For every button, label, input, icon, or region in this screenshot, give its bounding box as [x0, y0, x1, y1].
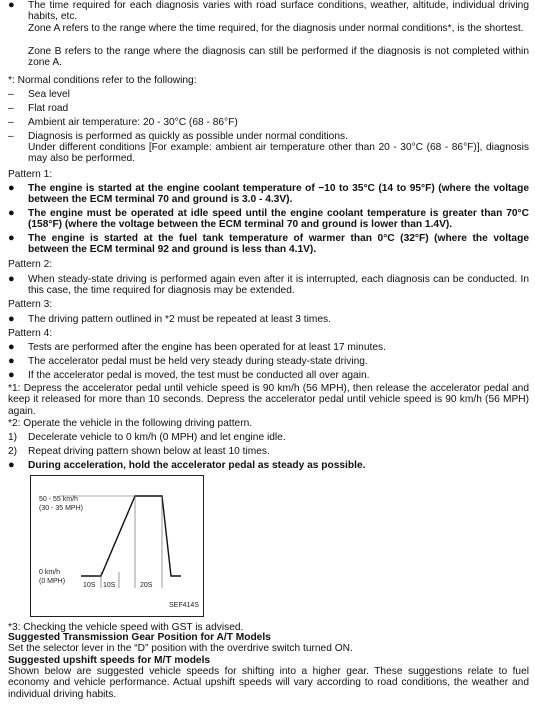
acceleration-note: During acceleration, hold the accelerator pedal as steady as possible. [28, 460, 366, 471]
step-number: 1) [8, 432, 18, 443]
figure-code: SEF414S [169, 602, 199, 609]
dash-icon: – [8, 103, 14, 114]
pattern1-item: The engine is started at the engine coolant temperature of −10 to 35°C (14 to 95°F) (where the voltage between the ECM terminal 70 and ground is 3.0 - 4.3V). [28, 183, 529, 206]
pattern2-title: Pattern 2: [8, 259, 53, 270]
condition-item: Sea level [28, 89, 70, 100]
lower-speed-label: (0 MPH) [39, 578, 66, 585]
at-section-text: Set the selector lever in the “D” position with the overdrive switch turned ON. [8, 643, 353, 654]
zone-a-note: Zone A refers to the range where the time required, for the diagnosis under normal conditions*, is the shortest. [28, 23, 524, 34]
bullet-icon: ● [8, 341, 15, 353]
pattern1-title: Pattern 1: [8, 169, 53, 180]
pattern2-item: When steady-state driving is performed again even after it is interrupted, each diagnosis can be conducted. In this case, the time required for diagnosis may be extended. [28, 274, 529, 297]
dash-icon: – [8, 89, 14, 100]
mt-section-heading: Suggested upshift speeds for M/T models [8, 655, 211, 666]
bullet-icon: ● [8, 313, 15, 325]
step-text: Decelerate vehicle to 0 km/h (0 MPH) and let engine idle. [28, 432, 286, 443]
time-label: 20S [140, 582, 153, 589]
time-label: 10S [103, 582, 116, 589]
pattern4-title: Pattern 4: [8, 328, 53, 339]
pattern4-item: If the accelerator pedal is moved, the test must be conducted all over again. [28, 370, 370, 381]
dash-icon: – [8, 131, 14, 142]
at-section-heading: Suggested Transmission Gear Position for A/T Models [8, 632, 271, 643]
upper-speed-label: 50 - 55 km/h [39, 496, 78, 503]
pattern4-item: The accelerator pedal must be held very steady during steady-state driving. [28, 356, 368, 367]
note2-intro: *2: Operate the vehicle in the following driving pattern. [8, 418, 253, 429]
bullet-icon: ● [8, 355, 15, 367]
driving-pattern-figure [30, 475, 204, 617]
note3: *3: Checking the vehicle speed with GST is advised. [8, 622, 244, 633]
lower-speed-label: 0 km/h [39, 569, 61, 576]
time-note: The time required for each diagnosis varies with road surface conditions, weather, altitude, individual driving habits, etc. [28, 0, 529, 23]
bullet-icon: ● [8, 273, 15, 285]
pattern1-item: The engine must be operated at idle speed until the engine coolant temperature is greater than 70°C (158°F) (where the voltage between the ECM terminal 70 and ground is lower than 1.4V). [28, 208, 529, 231]
condition-item: Ambient air temperature: 20 - 30°C (68 - 86°F) [28, 117, 238, 128]
pattern4-item: Tests are performed after the engine has been operated for at least 17 minutes. [28, 342, 386, 353]
zone-b-note: Zone B refers to the range where the diagnosis can still be performed if the diagnosis is not completed within zone A. [28, 46, 529, 69]
upper-speed-label: (30 - 35 MPH) [39, 505, 83, 512]
bullet-icon: ● [8, 0, 15, 11]
bullet-icon: ● [8, 369, 15, 381]
mt-section-text: Shown below are suggested vehicle speeds for shifting into a higher gear. These suggestions relate to fuel economy and vehicle performance. Actual upshift speeds will vary according to road conditions, the weather and individual driving habits. [8, 666, 529, 700]
pattern1-item: The engine is started at the fuel tank temperature of warmer than 0°C (32°F) (where the voltage between the ECM terminal 92 and ground is less than 4.1V). [28, 233, 529, 256]
pattern3-item: The driving pattern outlined in *2 must be repeated at least 3 times. [28, 314, 331, 325]
condition-item: Flat road [28, 103, 69, 114]
bullet-icon: ● [8, 207, 15, 219]
pattern3-title: Pattern 3: [8, 299, 53, 310]
time-label: 10S [83, 582, 96, 589]
bullet-icon: ● [8, 232, 15, 244]
speed-profile-line [81, 496, 181, 576]
dash-icon: – [8, 117, 14, 128]
step-text: Repeat driving pattern shown below at least 10 times. [28, 446, 270, 457]
step-number: 2) [8, 446, 18, 457]
normal-conditions-intro: *: Normal conditions refer to the following: [8, 75, 197, 86]
bullet-icon: ● [8, 459, 15, 471]
note1: *1: Depress the accelerator pedal until vehicle speed is 90 km/h (56 MPH), then release the accelerator pedal and keep it released for more than 10 seconds. Depress the accelerator pedal until vehicle speed is 90 km/h (56 MPH) again. [8, 383, 529, 417]
bullet-icon: ● [8, 182, 15, 194]
condition-item: Diagnosis is performed as quickly as possible under normal conditions. [28, 131, 348, 142]
conditions-note: Under different conditions [For example: ambient air temperature other than 20 - 30°C (68 - 86°F)], diagnosis may also be performed. [28, 142, 529, 165]
